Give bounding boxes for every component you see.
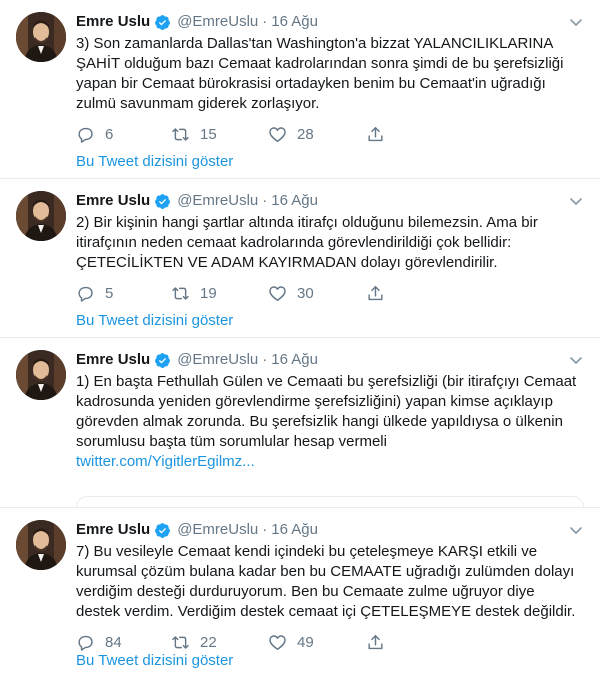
tweet[interactable] xyxy=(0,508,600,676)
like-button[interactable] xyxy=(268,284,366,303)
tweet-actions xyxy=(76,123,582,145)
author-name[interactable]: Emre Uslu xyxy=(76,351,151,368)
tweet-actions xyxy=(76,631,582,653)
retweet-button[interactable] xyxy=(171,633,268,652)
like-count: 30 xyxy=(297,284,314,302)
show-thread-link[interactable]: Bu Tweet dizisini göster xyxy=(76,312,234,329)
tweet-header xyxy=(76,350,582,370)
separator-dot: · xyxy=(262,521,268,538)
chevron-down-icon[interactable] xyxy=(568,522,584,538)
tweet-text-line: kurumsal çözüm bulana kadar ben bu CEMAATE uğradığı zulümden dolayı xyxy=(76,563,575,580)
tweet-link[interactable]: twitter.com/YigitlerEgilmz... xyxy=(76,453,255,470)
tweet-date[interactable]: 16 Ağu xyxy=(271,521,318,538)
author-name[interactable]: Emre Uslu xyxy=(76,521,151,538)
reply-icon xyxy=(76,284,95,303)
avatar[interactable] xyxy=(16,191,66,241)
verified-badge-icon xyxy=(154,14,171,31)
tweet-text-line: destek verdim. Verdiğim destek cemaat içi ÇETELEŞMEYE destek değildir. xyxy=(76,603,576,620)
share-button[interactable] xyxy=(366,125,385,144)
tweet-text xyxy=(76,213,582,273)
like-count: 49 xyxy=(297,633,314,651)
tweet-header xyxy=(76,191,582,211)
tweet-date[interactable]: 16 Ağu xyxy=(271,192,318,209)
show-thread-link[interactable]: Bu Tweet dizisini göster xyxy=(76,153,234,170)
tweet-content xyxy=(76,12,582,145)
retweet-count: 22 xyxy=(200,633,217,651)
tweet-text-line: verdiğim desteği durduruyorum. Ben bu Cemaate zulme uğruyor diye xyxy=(76,583,535,600)
share-icon xyxy=(366,284,385,303)
tweet-date[interactable]: 16 Ağu xyxy=(271,351,318,368)
verified-badge-icon xyxy=(154,522,171,539)
reply-button[interactable] xyxy=(76,125,171,144)
reply-count: 5 xyxy=(105,284,114,302)
heart-icon xyxy=(268,125,287,144)
avatar[interactable] xyxy=(16,520,66,570)
separator-dot: · xyxy=(262,351,268,368)
tweet-text-line: ÇETECİLİKTEN VE ADAM KAYIRMADAN dolayı görevlendirilir. xyxy=(76,254,498,271)
reply-icon xyxy=(76,633,95,652)
tweet-text-line: görevden almak zorunda. Bu şerefsizlik hangi ülkede yapıldıysa o ülkenin xyxy=(76,413,563,430)
retweet-icon xyxy=(171,125,190,144)
separator-dot: · xyxy=(262,192,268,209)
tweet-text-line: kadrosunda yeniden görevlendirme şerefsizliğini) yapan kimse açıklayıp xyxy=(76,393,553,410)
tweet-text-line: 7) Bu vesileyle Cemaat kendi içindeki bu çeteleşmeye KARŞI etkili ve xyxy=(76,543,538,560)
author-name[interactable]: Emre Uslu xyxy=(76,192,151,209)
heart-icon xyxy=(268,633,287,652)
retweet-count: 15 xyxy=(200,125,217,143)
tweet[interactable] xyxy=(0,338,600,508)
separator-dot: · xyxy=(262,13,268,30)
tweet-text-line: zulmü savunmam giderek zorlaşıyor. xyxy=(76,95,320,112)
tweet-content xyxy=(76,191,582,304)
tweet-text-line: itirafçının neden cemaat kadrolarında görevlendirildiği çok bellidir: xyxy=(76,234,512,251)
tweet-content xyxy=(76,520,582,653)
author-handle[interactable]: @EmreUslu xyxy=(177,521,259,538)
tweet-actions xyxy=(76,282,582,304)
share-icon xyxy=(366,125,385,144)
avatar[interactable] xyxy=(16,12,66,62)
quoted-tweet-card[interactable] xyxy=(76,496,584,507)
share-icon xyxy=(366,633,385,652)
verified-badge-icon xyxy=(154,352,171,369)
tweet[interactable] xyxy=(0,0,600,179)
verified-badge-icon xyxy=(154,193,171,210)
tweet-text-line: 3) Son zamanlarda Dallas'tan Washington'a bizzat YALANCILIKLARINA xyxy=(76,35,554,52)
retweet-button[interactable] xyxy=(171,284,268,303)
retweet-icon xyxy=(171,633,190,652)
reply-icon xyxy=(76,125,95,144)
retweet-icon xyxy=(171,284,190,303)
tweet-text-line: ŞAHİT olduğum bazı Cemaat kadrolarından sonra şimdi de bu şerefsizliği xyxy=(76,55,564,72)
like-count: 28 xyxy=(297,125,314,143)
author-name[interactable]: Emre Uslu xyxy=(76,13,151,30)
tweet-text xyxy=(76,372,582,472)
share-button[interactable] xyxy=(366,633,385,652)
chevron-down-icon[interactable] xyxy=(568,193,584,209)
tweet-text-line: sorumlusu başta tüm sorumlular hesap vermeli xyxy=(76,433,387,450)
tweet-text xyxy=(76,542,582,622)
tweet-text xyxy=(76,34,582,114)
heart-icon xyxy=(268,284,287,303)
tweet[interactable] xyxy=(0,179,600,338)
like-button[interactable] xyxy=(268,633,366,652)
chevron-down-icon[interactable] xyxy=(568,14,584,30)
reply-count: 84 xyxy=(105,633,122,651)
author-handle[interactable]: @EmreUslu xyxy=(177,192,259,209)
author-handle[interactable]: @EmreUslu xyxy=(177,351,259,368)
reply-button[interactable] xyxy=(76,633,171,652)
like-button[interactable] xyxy=(268,125,366,144)
author-handle[interactable]: @EmreUslu xyxy=(177,13,259,30)
reply-button[interactable] xyxy=(76,284,171,303)
chevron-down-icon[interactable] xyxy=(568,352,584,368)
retweet-count: 19 xyxy=(200,284,217,302)
avatar[interactable] xyxy=(16,350,66,400)
show-thread-link[interactable]: Bu Tweet dizisini göster xyxy=(76,652,234,669)
reply-count: 6 xyxy=(105,125,114,143)
tweet-content xyxy=(76,350,582,472)
share-button[interactable] xyxy=(366,284,385,303)
tweet-text-line: 2) Bir kişinin hangi şartlar altında itirafçı olduğunu bilemezsin. Ama bir xyxy=(76,214,538,231)
tweet-header xyxy=(76,520,582,540)
tweet-text-line: 1) En başta Fethullah Gülen ve Cemaati bu şerefsizliği (bir itirafçıyı Cemaat xyxy=(76,373,577,390)
tweet-text-line: yapan bir Cemaat bürokrasisi ortadayken benim bu Cemaat'in uğradığı xyxy=(76,75,546,92)
tweet-date[interactable]: 16 Ağu xyxy=(271,13,318,30)
tweet-header xyxy=(76,12,582,32)
retweet-button[interactable] xyxy=(171,125,268,144)
